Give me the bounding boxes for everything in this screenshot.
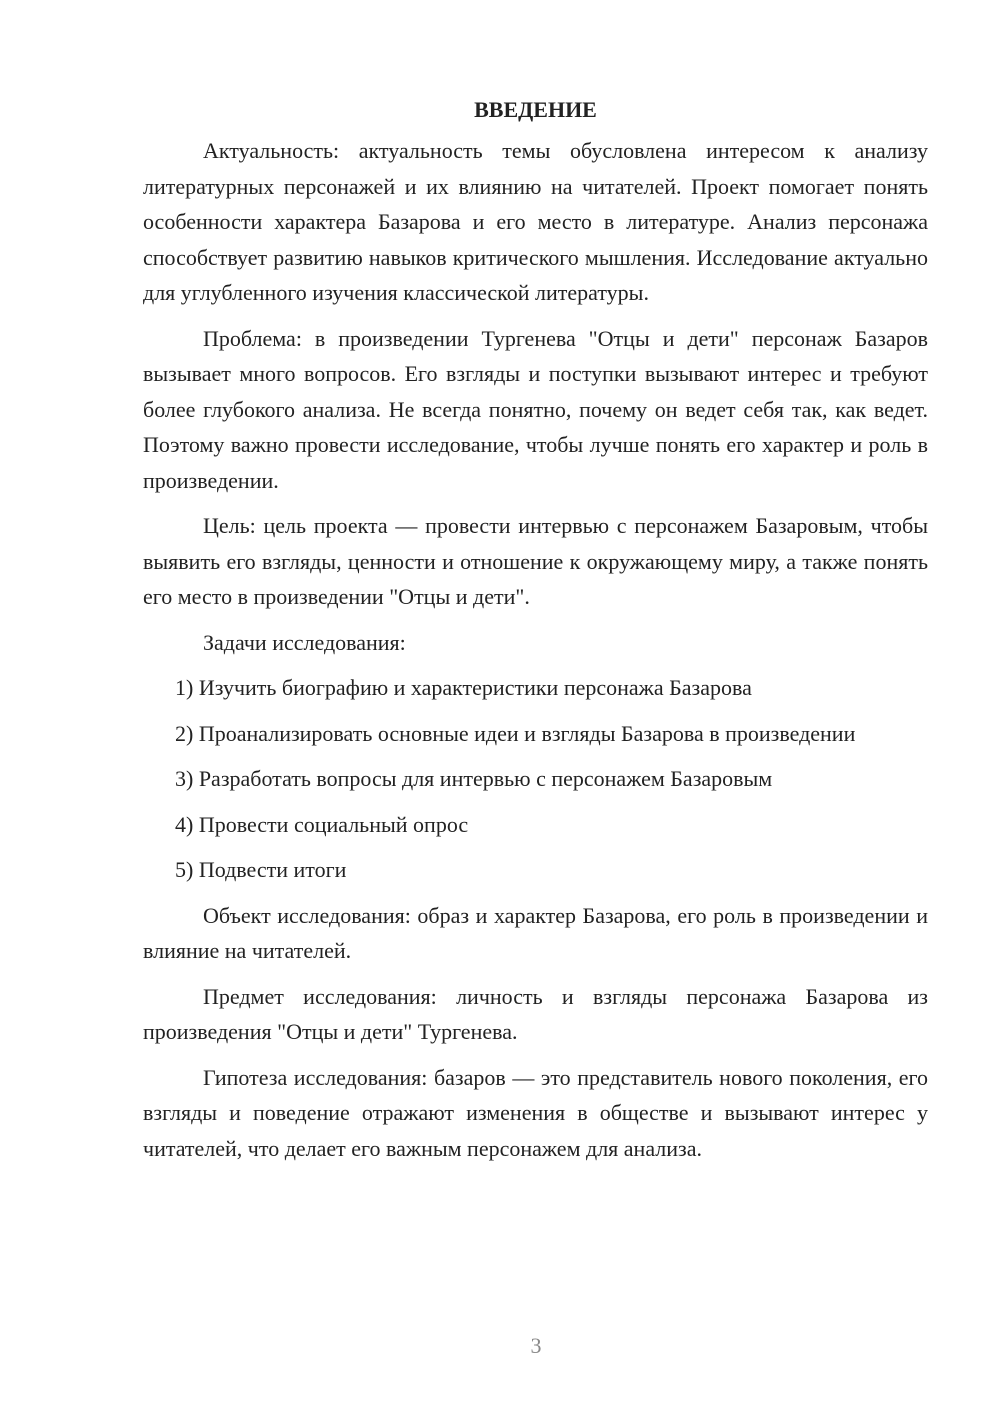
problem-paragraph: Проблема: в произведении Тургенева "Отцы и дети" персонаж Базаров вызывает много вопросов. Его взгляды и поступки вызывают интерес и требуют более глубокого анализа. Не всегда понятно, почему он ведет себя так, как ведет. Поэтому важно провести исследование, чтобы лучше понять его характер и роль в произведении. [143,325,928,493]
page-content [143,92,928,1176]
section-title: ВВЕДЕНИЕ [474,97,597,122]
subject-paragraph: Предмет исследования: личность и взгляды персонажа Базарова из произведения "Отцы и дети" Тургенева. [143,983,928,1044]
tasks-heading: Задачи исследования: [203,629,406,655]
relevance-paragraph: Актуальность: актуальность темы обусловлена интересом к анализу литературных персонажей и их влиянию на читателей. Проект помогает понять особенности характера Базарова и его место в литературе. Анализ персонажа способствует развитию навыков критического мышления. Исследование актуально для углубленного изучения классической литературы. [143,138,928,305]
task-item-5: 5) Подвести итоги [175,857,347,882]
page-number: 3 [530,1333,542,1358]
hypothesis-paragraph: Гипотеза исследования: базаров — это представитель нового поколения, его взгляды и поведение отражают изменения в обществе и вызывают интерес у читателей, что делает его важным персонажем для анализа. [143,1064,928,1161]
task-item-1: 1) Изучить биографию и характеристики персонажа Базарова [175,675,752,700]
goal-paragraph: Цель: цель проекта — провести интервью с персонажем Базаровым, чтобы выявить его взгляды, ценности и отношение к окружающему миру, а также понять его место в произведении "Отцы и дети". [143,513,928,609]
task-item-2: 2) Проанализировать основные идеи и взгляды Базарова в произведении [175,720,856,746]
task-item-3: 3) Разработать вопросы для интервью с персонажем Базаровым [175,766,773,791]
object-paragraph: Объект исследования: образ и характер Базарова, его роль в произведении и влияние на читателей. [143,902,928,963]
task-item-4: 4) Провести социальный опрос [175,811,469,837]
